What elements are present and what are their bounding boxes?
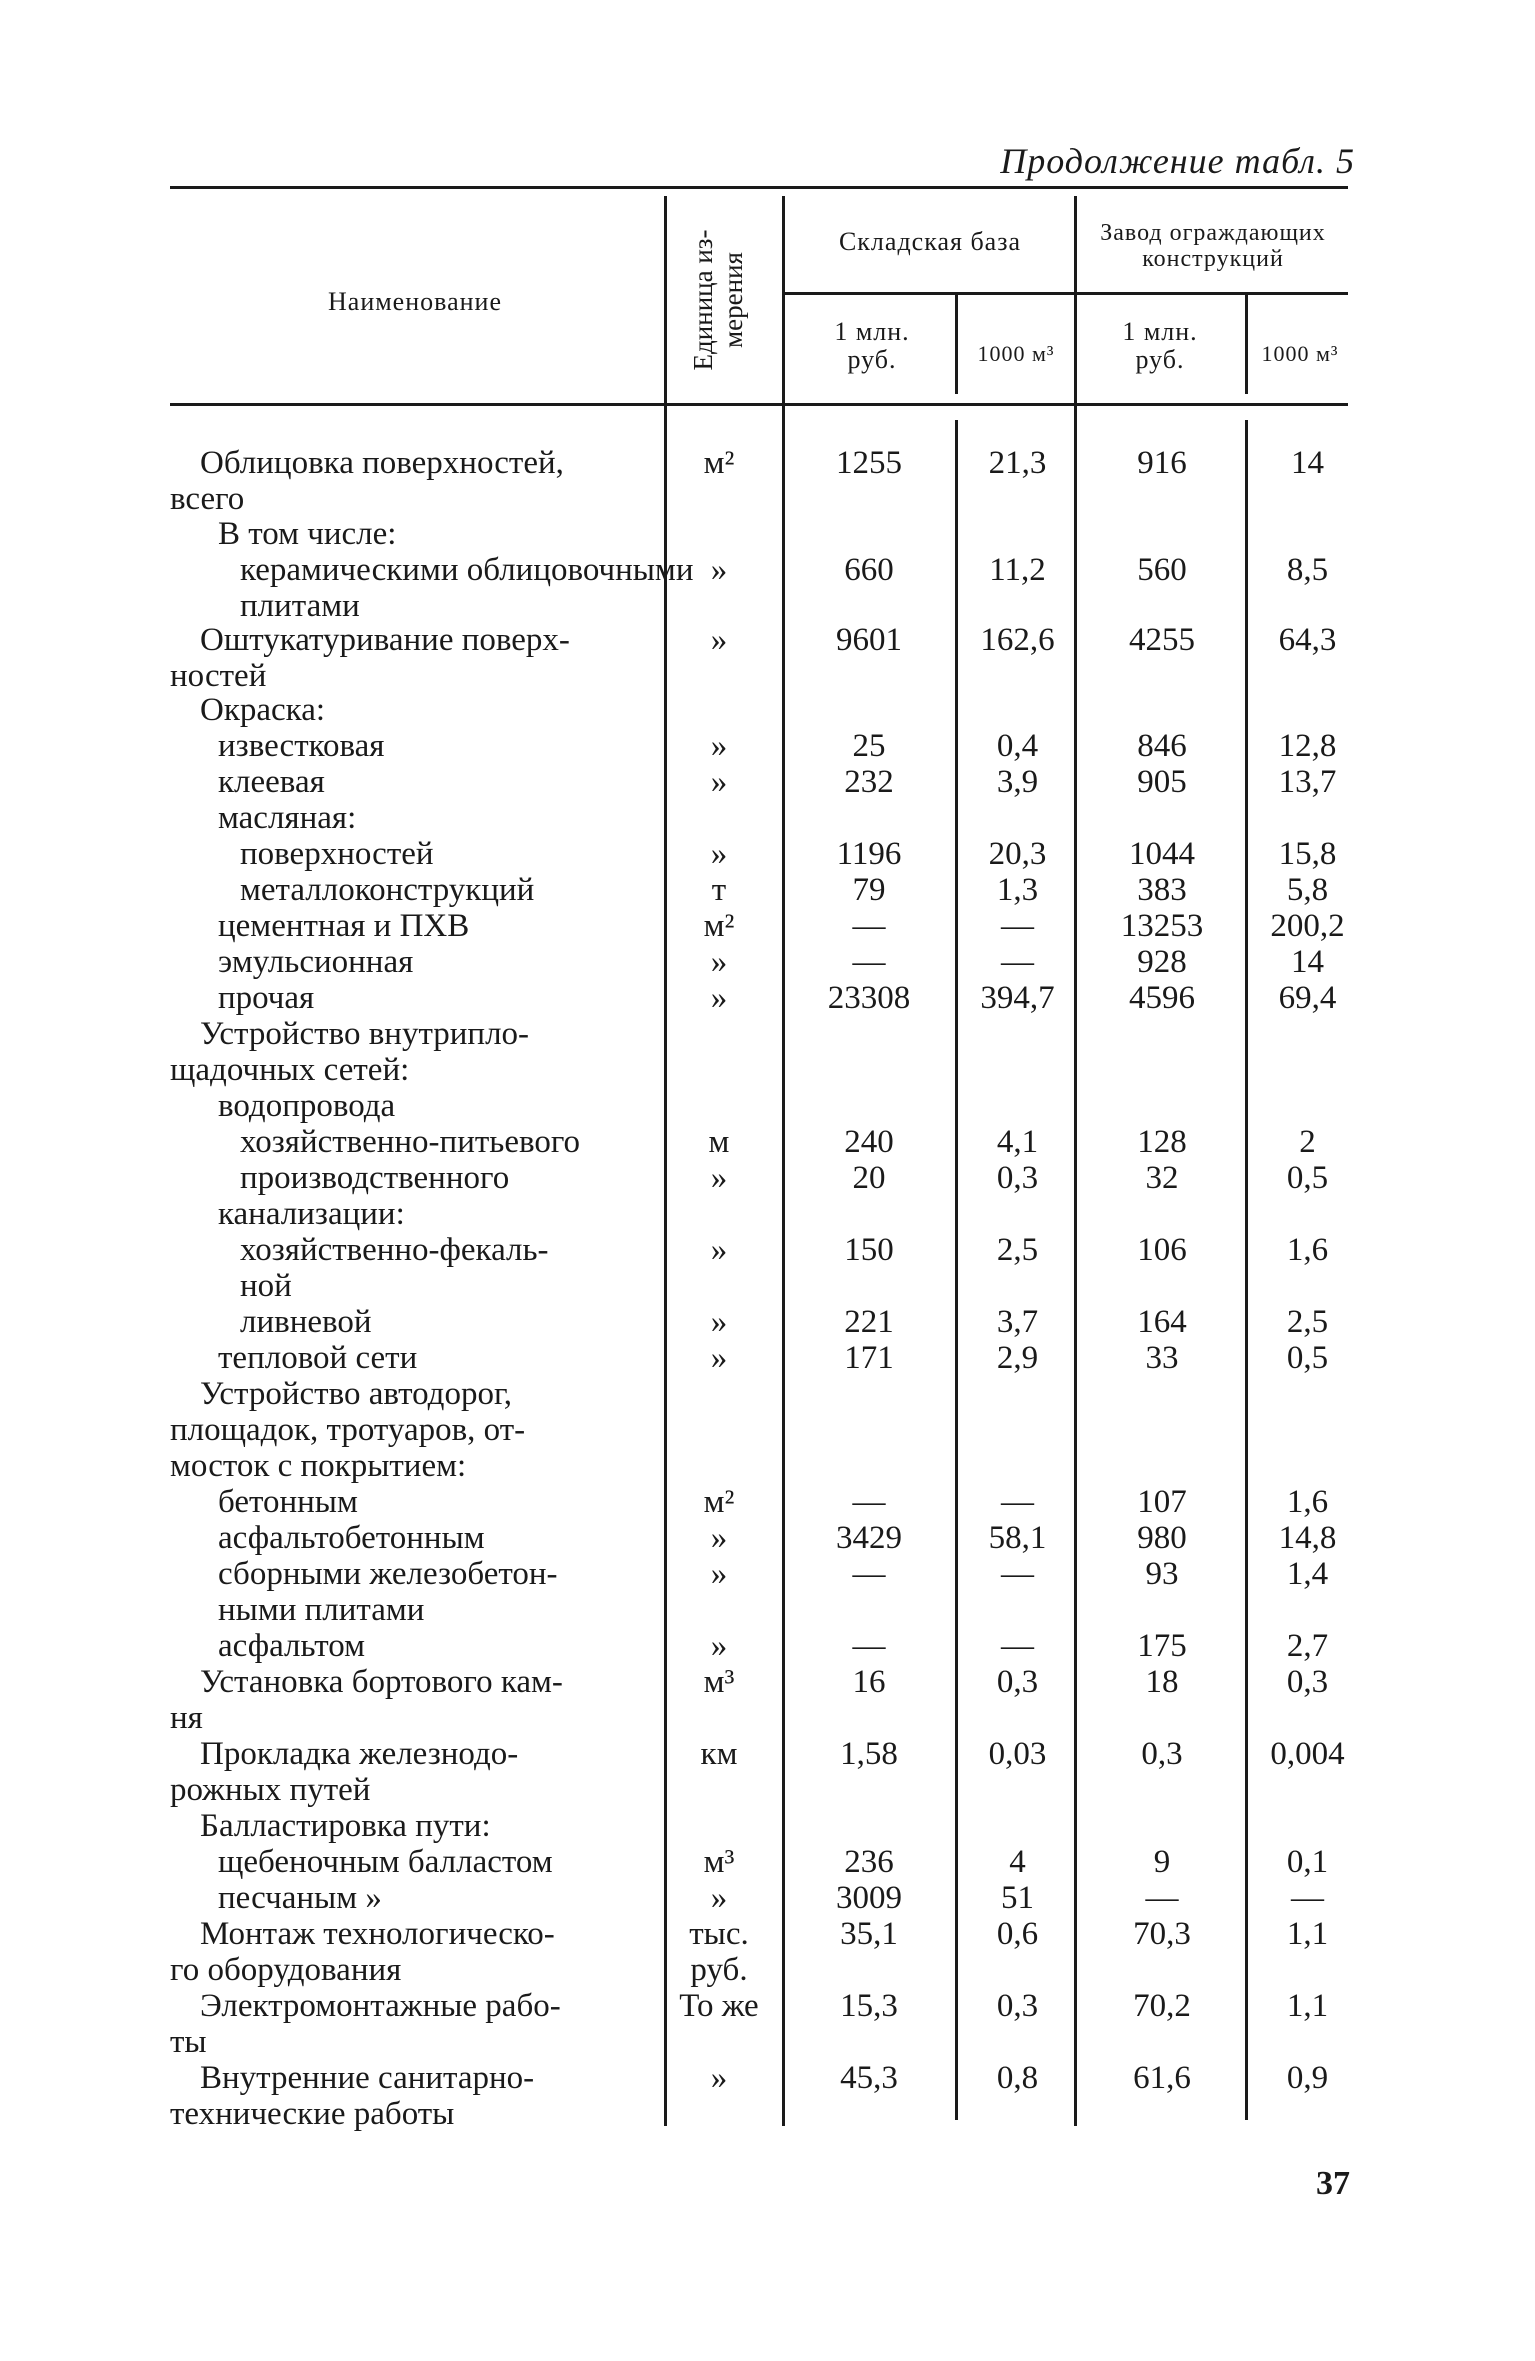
row-value-warehouse-1000m3: 3,7 bbox=[996, 1304, 1039, 1340]
row-value-plant-mln: 383 bbox=[1137, 872, 1187, 908]
group2-rule bbox=[1077, 292, 1348, 295]
row-label: Внутренние санитарно- bbox=[200, 2060, 535, 2096]
row-unit: » bbox=[710, 1160, 728, 1196]
row-value-warehouse-mln: — bbox=[852, 1484, 886, 1520]
row-label: Оштукатуривание поверх- bbox=[200, 622, 570, 658]
row-value-plant-1000m3: 1,1 bbox=[1286, 1988, 1329, 2024]
row-value-plant-mln: 18 bbox=[1145, 1664, 1179, 1700]
row-label: Облицовка поверхностей, bbox=[200, 445, 564, 481]
row-value-warehouse-mln: 3009 bbox=[836, 1880, 902, 1916]
row-value-warehouse-mln: 3429 bbox=[836, 1520, 902, 1556]
col-rule-c2 bbox=[955, 294, 958, 394]
row-label: ностей bbox=[170, 658, 267, 694]
row-value-warehouse-mln: — bbox=[852, 908, 886, 944]
row-value-plant-1000m3: 0,9 bbox=[1286, 2060, 1329, 2096]
row-unit: » bbox=[710, 622, 728, 658]
row-label: ными плитами bbox=[218, 1592, 425, 1628]
row-label: плитами bbox=[240, 588, 360, 624]
row-value-plant-mln: 32 bbox=[1145, 1160, 1179, 1196]
row-value-warehouse-1000m3: — bbox=[1001, 1628, 1034, 1664]
row-label: Монтаж технологическо- bbox=[200, 1916, 555, 1952]
row-unit: » bbox=[710, 1304, 728, 1340]
row-value-warehouse-mln: 45,3 bbox=[840, 2060, 898, 2096]
row-label: водопровода bbox=[218, 1088, 396, 1124]
row-value-warehouse-1000m3: 51 bbox=[1001, 1880, 1034, 1916]
row-value-warehouse-mln: 15,3 bbox=[840, 1988, 898, 2024]
row-value-plant-mln: — bbox=[1145, 1880, 1179, 1916]
row-value-warehouse-1000m3: 394,7 bbox=[980, 980, 1055, 1016]
row-value-warehouse-1000m3: — bbox=[1001, 908, 1034, 944]
header-sub2: 1000 м³ bbox=[977, 341, 1055, 366]
row-value-plant-1000m3: 14 bbox=[1291, 445, 1324, 481]
header-group1: Складская база bbox=[838, 227, 1022, 256]
row-value-plant-1000m3: 12,8 bbox=[1278, 728, 1337, 764]
row-label: Электромонтажные рабо- bbox=[200, 1988, 561, 2024]
row-label: поверхностей bbox=[240, 836, 434, 872]
row-value-plant-1000m3: 0,004 bbox=[1270, 1736, 1345, 1772]
row-value-plant-1000m3: 2 bbox=[1299, 1124, 1316, 1160]
row-label: эмульсионная bbox=[218, 944, 414, 980]
row-label: канализации: bbox=[218, 1196, 405, 1232]
row-unit: км bbox=[700, 1736, 738, 1772]
row-value-warehouse-mln: 79 bbox=[852, 872, 886, 908]
row-value-warehouse-mln: 35,1 bbox=[840, 1916, 898, 1952]
row-unit: » bbox=[710, 764, 728, 800]
row-value-warehouse-1000m3: 0,8 bbox=[996, 2060, 1039, 2096]
row-label: песчаным » bbox=[218, 1880, 382, 1916]
row-label: В том числе: bbox=[218, 516, 397, 552]
row-value-plant-mln: 4596 bbox=[1129, 980, 1195, 1016]
row-value-warehouse-1000m3: 4,1 bbox=[996, 1124, 1039, 1160]
row-label: Устройство автодорог, bbox=[200, 1376, 513, 1412]
header-sub3: 1 млн. руб. bbox=[1122, 317, 1198, 374]
row-value-plant-1000m3: 8,5 bbox=[1286, 552, 1329, 588]
row-unit: » bbox=[710, 1628, 728, 1664]
row-unit: » bbox=[710, 980, 728, 1016]
row-unit: » bbox=[710, 1880, 728, 1916]
row-value-plant-1000m3: 5,8 bbox=[1286, 872, 1329, 908]
row-value-plant-1000m3: 2,7 bbox=[1286, 1628, 1329, 1664]
table-continuation-caption: Продолжение табл. 5 bbox=[1000, 141, 1355, 181]
header-sub1: 1 млн. руб. bbox=[834, 317, 910, 374]
row-label: ливневой bbox=[240, 1304, 372, 1340]
row-value-warehouse-1000m3: 0,3 bbox=[996, 1160, 1039, 1196]
row-value-plant-mln: 846 bbox=[1137, 728, 1187, 764]
row-unit: м bbox=[708, 1124, 730, 1160]
row-label: производственного bbox=[240, 1160, 510, 1196]
row-value-plant-mln: 928 bbox=[1137, 944, 1187, 980]
row-value-plant-1000m3: 1,6 bbox=[1286, 1484, 1329, 1520]
row-unit: » bbox=[710, 728, 728, 764]
row-label: мосток с покрытием: bbox=[170, 1448, 467, 1484]
row-value-warehouse-1000m3: 11,2 bbox=[989, 552, 1046, 588]
header-sub4: 1000 м³ bbox=[1261, 341, 1339, 366]
row-value-plant-1000m3: 0,5 bbox=[1286, 1160, 1329, 1196]
row-unit: » bbox=[710, 944, 728, 980]
row-value-plant-mln: 560 bbox=[1137, 552, 1187, 588]
group1-rule bbox=[785, 292, 1075, 295]
row-value-warehouse-1000m3: 3,9 bbox=[996, 764, 1039, 800]
row-value-plant-mln: 107 bbox=[1137, 1484, 1187, 1520]
row-label: го оборудования bbox=[170, 1952, 402, 1988]
row-unit: » bbox=[710, 2060, 728, 2096]
row-label: технические работы bbox=[170, 2096, 455, 2132]
table-header-rule bbox=[170, 403, 1348, 406]
row-label: масляная: bbox=[218, 800, 357, 836]
row-label: клеевая bbox=[218, 764, 325, 800]
row-value-plant-mln: 164 bbox=[1137, 1304, 1187, 1340]
row-value-plant-1000m3: 15,8 bbox=[1278, 836, 1337, 872]
row-value-plant-mln: 33 bbox=[1145, 1340, 1179, 1376]
row-value-warehouse-mln: 240 bbox=[844, 1124, 894, 1160]
header-name: Наименование bbox=[328, 287, 502, 316]
row-value-warehouse-1000m3: 4 bbox=[1009, 1844, 1026, 1880]
row-unit: м³ bbox=[703, 1844, 735, 1880]
row-value-plant-1000m3: 14,8 bbox=[1278, 1520, 1337, 1556]
row-value-warehouse-1000m3: 1,3 bbox=[996, 872, 1039, 908]
row-label: всего bbox=[170, 481, 245, 517]
row-value-plant-mln: 128 bbox=[1137, 1124, 1187, 1160]
row-value-plant-mln: 980 bbox=[1137, 1520, 1187, 1556]
row-value-plant-1000m3: 200,2 bbox=[1270, 908, 1345, 944]
row-value-warehouse-mln: 25 bbox=[852, 728, 886, 764]
row-label: площадок, тротуаров, от- bbox=[170, 1412, 526, 1448]
row-value-plant-mln: 0,3 bbox=[1141, 1736, 1183, 1772]
row-label: хозяйственно-фекаль- bbox=[240, 1232, 549, 1268]
row-label: сборными железобетон- bbox=[218, 1556, 558, 1592]
row-value-warehouse-1000m3: 0,03 bbox=[988, 1736, 1047, 1772]
row-unit: » bbox=[710, 552, 728, 588]
row-label: хозяйственно-питьевого bbox=[240, 1124, 581, 1160]
row-value-warehouse-mln: 1,58 bbox=[840, 1736, 898, 1772]
row-value-plant-1000m3: 64,3 bbox=[1278, 622, 1337, 658]
row-value-plant-1000m3: 1,1 bbox=[1286, 1916, 1329, 1952]
row-unit: м² bbox=[703, 908, 735, 944]
table-top-rule bbox=[170, 186, 1348, 189]
row-unit-cont: руб. bbox=[690, 1952, 748, 1988]
row-value-warehouse-mln: 1196 bbox=[836, 836, 902, 872]
row-unit: м³ bbox=[703, 1664, 735, 1700]
row-label: прочая bbox=[218, 980, 315, 1016]
row-label: цементная и ПХВ bbox=[218, 908, 470, 944]
row-value-plant-1000m3: — bbox=[1291, 1880, 1324, 1916]
row-label: Установка бортового кам- bbox=[200, 1664, 563, 1700]
row-value-warehouse-1000m3: 0,3 bbox=[996, 1988, 1039, 2024]
row-value-warehouse-mln: — bbox=[852, 1628, 886, 1664]
row-unit: тыс. bbox=[689, 1916, 749, 1952]
row-value-warehouse-mln: 20 bbox=[852, 1160, 886, 1196]
row-value-warehouse-1000m3: 0,4 bbox=[996, 728, 1039, 764]
row-label: керамическими облицовочными bbox=[240, 552, 694, 588]
row-value-warehouse-1000m3: 20,3 bbox=[988, 836, 1047, 872]
col-rule-c2b bbox=[955, 420, 958, 2120]
row-label: тепловой сети bbox=[218, 1340, 418, 1376]
row-label: Балластировка пути: bbox=[200, 1808, 491, 1844]
row-value-warehouse-mln: 16 bbox=[852, 1664, 886, 1700]
header-unit-text: Единица из-мерения bbox=[688, 229, 748, 371]
row-value-warehouse-1000m3: — bbox=[1001, 1556, 1034, 1592]
row-value-warehouse-mln: 9601 bbox=[836, 622, 902, 658]
row-unit: » bbox=[710, 1232, 728, 1268]
row-value-plant-1000m3: 1,6 bbox=[1286, 1232, 1329, 1268]
header-unit bbox=[688, 202, 748, 398]
row-value-plant-mln: 4255 bbox=[1129, 622, 1195, 658]
row-value-warehouse-mln: 23308 bbox=[827, 980, 911, 1016]
row-value-plant-1000m3: 14 bbox=[1291, 944, 1324, 980]
row-value-plant-1000m3: 13,7 bbox=[1278, 764, 1337, 800]
row-value-plant-mln: 70,2 bbox=[1133, 1988, 1191, 2024]
row-value-plant-1000m3: 69,4 bbox=[1278, 980, 1337, 1016]
row-label: ня bbox=[170, 1700, 203, 1736]
row-value-warehouse-mln: 232 bbox=[844, 764, 894, 800]
row-unit: т bbox=[711, 872, 727, 908]
row-value-plant-mln: 916 bbox=[1137, 445, 1187, 481]
row-value-warehouse-mln: — bbox=[852, 944, 886, 980]
row-label: ты bbox=[170, 2024, 207, 2060]
row-value-warehouse-1000m3: 2,9 bbox=[996, 1340, 1039, 1376]
page-number: 37 bbox=[1316, 2165, 1350, 2202]
row-label: щадочных сетей: bbox=[170, 1052, 410, 1088]
row-unit: » bbox=[710, 836, 728, 872]
row-value-plant-mln: 106 bbox=[1137, 1232, 1187, 1268]
row-value-plant-mln: 70,3 bbox=[1133, 1916, 1191, 1952]
row-unit: » bbox=[710, 1520, 728, 1556]
row-unit: м² bbox=[703, 445, 735, 481]
row-unit: То же bbox=[679, 1988, 759, 2024]
row-unit: » bbox=[710, 1556, 728, 1592]
row-value-plant-1000m3: 0,5 bbox=[1286, 1340, 1329, 1376]
row-label: известковая bbox=[218, 728, 385, 764]
row-value-warehouse-mln: 171 bbox=[844, 1340, 894, 1376]
row-value-warehouse-1000m3: 0,6 bbox=[996, 1916, 1039, 1952]
row-label: ной bbox=[240, 1268, 292, 1304]
row-label: Окраска: bbox=[200, 692, 326, 728]
row-value-plant-1000m3: 2,5 bbox=[1286, 1304, 1329, 1340]
row-value-plant-mln: 175 bbox=[1137, 1628, 1187, 1664]
row-value-plant-1000m3: 1,4 bbox=[1286, 1556, 1329, 1592]
row-value-warehouse-mln: 1255 bbox=[836, 445, 902, 481]
row-value-plant-mln: 61,6 bbox=[1133, 2060, 1191, 2096]
row-value-warehouse-1000m3: 0,3 bbox=[996, 1664, 1039, 1700]
row-value-warehouse-mln: 150 bbox=[844, 1232, 894, 1268]
row-label: бетонным bbox=[218, 1484, 358, 1520]
row-value-plant-mln: 905 bbox=[1137, 764, 1187, 800]
row-label: Устройство внутрипло- bbox=[200, 1016, 530, 1052]
row-label: Прокладка железнодо- bbox=[200, 1736, 519, 1772]
row-value-plant-mln: 13253 bbox=[1120, 908, 1204, 944]
row-value-warehouse-1000m3: — bbox=[1001, 944, 1034, 980]
row-unit: » bbox=[710, 1340, 728, 1376]
row-value-warehouse-1000m3: 2,5 bbox=[996, 1232, 1039, 1268]
row-unit: м² bbox=[703, 1484, 735, 1520]
row-value-warehouse-1000m3: 58,1 bbox=[988, 1520, 1047, 1556]
row-value-warehouse-1000m3: 162,6 bbox=[980, 622, 1055, 658]
row-label: асфальтобетонным bbox=[218, 1520, 485, 1556]
row-label: щебеночным балластом bbox=[218, 1844, 553, 1880]
row-value-warehouse-mln: — bbox=[852, 1556, 886, 1592]
row-value-warehouse-1000m3: 21,3 bbox=[988, 445, 1047, 481]
row-label: металлоконструкций bbox=[240, 872, 535, 908]
row-value-plant-1000m3: 0,3 bbox=[1286, 1664, 1329, 1700]
header-group2: Завод ограждающих конструкций bbox=[1100, 220, 1326, 272]
row-value-plant-mln: 9 bbox=[1153, 1844, 1171, 1880]
row-value-plant-mln: 93 bbox=[1145, 1556, 1179, 1592]
row-value-warehouse-mln: 660 bbox=[844, 552, 894, 588]
row-label: асфальтом bbox=[218, 1628, 366, 1664]
row-label: рожных путей bbox=[170, 1772, 371, 1808]
row-value-warehouse-mln: 236 bbox=[844, 1844, 894, 1880]
row-value-plant-mln: 1044 bbox=[1129, 836, 1195, 872]
col-rule-c4 bbox=[1245, 294, 1248, 394]
row-value-warehouse-1000m3: — bbox=[1001, 1484, 1034, 1520]
row-value-warehouse-mln: 221 bbox=[844, 1304, 894, 1340]
row-value-plant-1000m3: 0,1 bbox=[1286, 1844, 1329, 1880]
